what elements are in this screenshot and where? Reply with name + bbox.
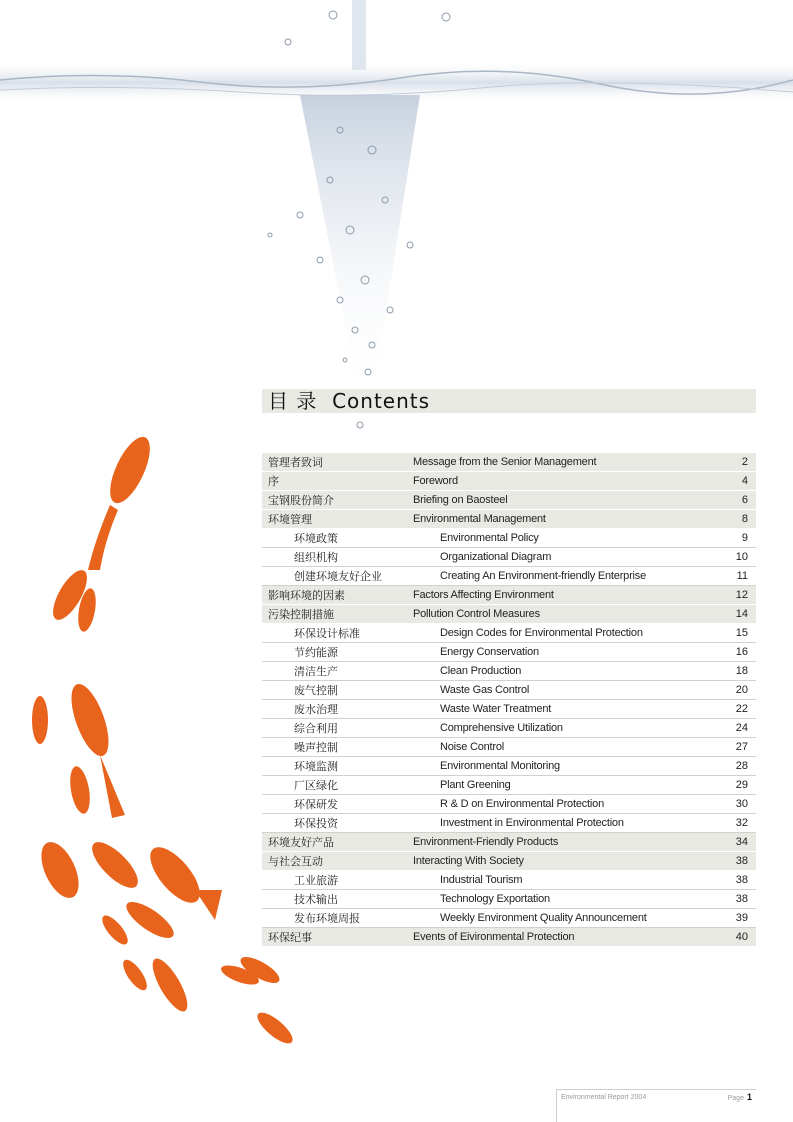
toc-entry-title-zh: 环境友好产品 <box>268 836 334 849</box>
toc-entry-title-en: Pollution Control Measures <box>413 608 540 620</box>
toc-entry-title-zh: 节约能源 <box>294 646 338 659</box>
toc-entry-title-zh: 环保投资 <box>294 817 338 830</box>
toc-entry-title-zh: 环境政策 <box>294 532 338 545</box>
toc-entry-title-en: Industrial Tourism <box>440 874 523 886</box>
page-indicator <box>728 1092 752 1102</box>
page-number: 1 <box>746 1092 752 1102</box>
toc-entry-page: 38 <box>735 893 748 905</box>
toc-entry[interactable] <box>262 776 756 795</box>
toc-entry[interactable] <box>262 928 756 947</box>
toc-entry[interactable] <box>262 681 756 700</box>
toc-entry-page: 2 <box>741 456 748 468</box>
toc-entry-title-en: Interacting With Society <box>413 855 524 867</box>
toc-entry-page: 29 <box>735 779 748 791</box>
page-footer <box>556 1089 756 1122</box>
toc-entry-page: 30 <box>735 798 748 810</box>
toc-entry-title-en: Energy Conservation <box>440 646 539 658</box>
toc-entry-page: 9 <box>741 532 748 544</box>
toc-entry-page: 16 <box>735 646 748 658</box>
toc-entry-title-zh: 环境监测 <box>294 760 338 773</box>
toc-entry-title-en: Comprehensive Utilization <box>440 722 563 734</box>
toc-entry-title-en: Plant Greening <box>440 779 511 791</box>
toc-entry-title-en: Waste Water Treatment <box>440 703 552 715</box>
toc-entry-title-en: Clean Production <box>440 665 522 677</box>
toc-entry-title-zh: 序 <box>268 475 279 488</box>
toc-entry[interactable] <box>262 700 756 719</box>
toc-entry-title-zh: 创建环境友好企业 <box>294 570 382 583</box>
toc-entry[interactable] <box>262 491 756 510</box>
water-splash-illustration <box>0 0 793 440</box>
toc-entry-title-en: R & D on Environmental Protection <box>440 798 604 810</box>
toc-entry[interactable] <box>262 529 756 548</box>
toc-entry[interactable] <box>262 624 756 643</box>
toc-entry-title-zh: 环境管理 <box>268 513 312 526</box>
toc-entry-title-en: Technology Exportation <box>440 893 550 905</box>
toc-entry-title-en: Briefing on Baosteel <box>413 494 508 506</box>
toc-entry-page: 10 <box>735 551 748 563</box>
toc-entry[interactable] <box>262 472 756 491</box>
toc-entry-title-en: Environment-Friendly Products <box>413 836 559 848</box>
toc-entry-page: 24 <box>735 722 748 734</box>
toc-entry[interactable] <box>262 662 756 681</box>
toc-entry-title-en: Environmental Monitoring <box>440 760 560 772</box>
contents-heading <box>268 389 430 413</box>
toc-entry-title-zh: 环保研发 <box>294 798 338 811</box>
toc-entry[interactable] <box>262 795 756 814</box>
toc-entry-title-zh: 组织机构 <box>294 551 338 564</box>
toc-entry[interactable] <box>262 890 756 909</box>
toc-entry-title-zh: 废水治理 <box>294 703 338 716</box>
toc-entry-page: 15 <box>735 627 748 639</box>
toc-entry[interactable] <box>262 814 756 833</box>
toc-entry-page: 8 <box>741 513 748 525</box>
toc-entry-title-zh: 环保设计标准 <box>294 627 360 640</box>
toc-entry[interactable] <box>262 852 756 871</box>
toc-entry[interactable] <box>262 643 756 662</box>
toc-entry-title-zh: 环保纪事 <box>268 931 312 944</box>
contents-heading-en: Contents <box>332 389 431 413</box>
toc-entry-title-en: Environmental Policy <box>440 532 539 544</box>
toc-entry-page: 40 <box>735 931 748 943</box>
toc-entry-title-zh: 综合利用 <box>294 722 338 735</box>
toc-entry-page: 20 <box>735 684 748 696</box>
toc-entry-title-en: Noise Control <box>440 741 505 753</box>
toc-entry-title-zh: 噪声控制 <box>294 741 338 754</box>
toc-entry-title-en: Factors Affecting Environment <box>413 589 554 601</box>
toc-entry-title-en: Design Codes for Environmental Protection <box>440 627 643 639</box>
report-name: Environmental Report 2004 <box>561 1094 647 1101</box>
toc-entry-title-zh: 管理者致词 <box>268 456 323 469</box>
toc-entry-page: 12 <box>735 589 748 601</box>
toc-entry-title-zh: 与社会互动 <box>268 855 323 868</box>
toc-entry-title-en: Environmental Management <box>413 513 546 525</box>
toc-entry[interactable] <box>262 909 756 928</box>
toc-entry-title-zh: 宝钢股份简介 <box>268 494 334 507</box>
toc-entry-title-zh: 废气控制 <box>294 684 338 697</box>
toc-entry-page: 18 <box>735 665 748 677</box>
toc-entry-page: 6 <box>741 494 748 506</box>
toc-entry-title-zh: 清洁生产 <box>294 665 338 678</box>
contents-heading-zh: 目 录 <box>268 389 318 413</box>
toc-entry-title-zh: 厂区绿化 <box>294 779 338 792</box>
toc-entry-title-zh: 发布环境周报 <box>294 912 360 925</box>
toc-entry-title-en: Foreword <box>413 475 458 487</box>
toc-entry-title-en: Investment in Environmental Protection <box>440 817 624 829</box>
toc-entry-title-zh: 影响环境的因素 <box>268 589 345 602</box>
toc-entry-page: 14 <box>735 608 748 620</box>
toc-entry-title-en: Organizational Diagram <box>440 551 552 563</box>
toc-entry-title-en: Weekly Environment Quality Announcement <box>440 912 647 924</box>
toc-entry[interactable] <box>262 567 756 586</box>
toc-entry-page: 38 <box>735 855 748 867</box>
toc-entry[interactable] <box>262 833 756 852</box>
toc-entry-page: 11 <box>736 570 748 582</box>
toc-entry-title-en: Creating An Environment-friendly Enterprise <box>440 570 647 582</box>
toc-entry[interactable] <box>262 738 756 757</box>
page-label: Page <box>727 1095 744 1102</box>
toc-entry[interactable] <box>262 510 756 529</box>
toc-entry-page: 22 <box>735 703 748 715</box>
toc-entry-page: 38 <box>735 874 748 886</box>
table-of-contents <box>262 453 756 947</box>
toc-entry-title-zh: 技术输出 <box>294 893 338 906</box>
toc-entry-title-en: Events of Eivironmental Protection <box>413 931 575 943</box>
toc-entry-page: 28 <box>735 760 748 772</box>
toc-entry-page: 32 <box>735 817 748 829</box>
toc-entry-page: 34 <box>735 836 748 848</box>
toc-entry[interactable] <box>262 453 756 472</box>
toc-entry[interactable] <box>262 757 756 776</box>
toc-entry[interactable] <box>262 605 756 624</box>
toc-entry-page: 27 <box>735 741 748 753</box>
toc-entry-title-zh: 污染控制措施 <box>268 608 334 621</box>
toc-entry[interactable] <box>262 871 756 890</box>
toc-entry-title-en: Message from the Senior Management <box>413 456 597 468</box>
toc-entry-title-en: Waste Gas Control <box>440 684 530 696</box>
toc-entry[interactable] <box>262 586 756 605</box>
toc-entry-page: 39 <box>735 912 748 924</box>
toc-entry-title-zh: 工业旅游 <box>294 874 338 887</box>
toc-entry[interactable] <box>262 719 756 738</box>
contents-heading-band <box>262 389 756 413</box>
toc-entry-page: 4 <box>741 475 748 487</box>
toc-entry[interactable] <box>262 548 756 567</box>
